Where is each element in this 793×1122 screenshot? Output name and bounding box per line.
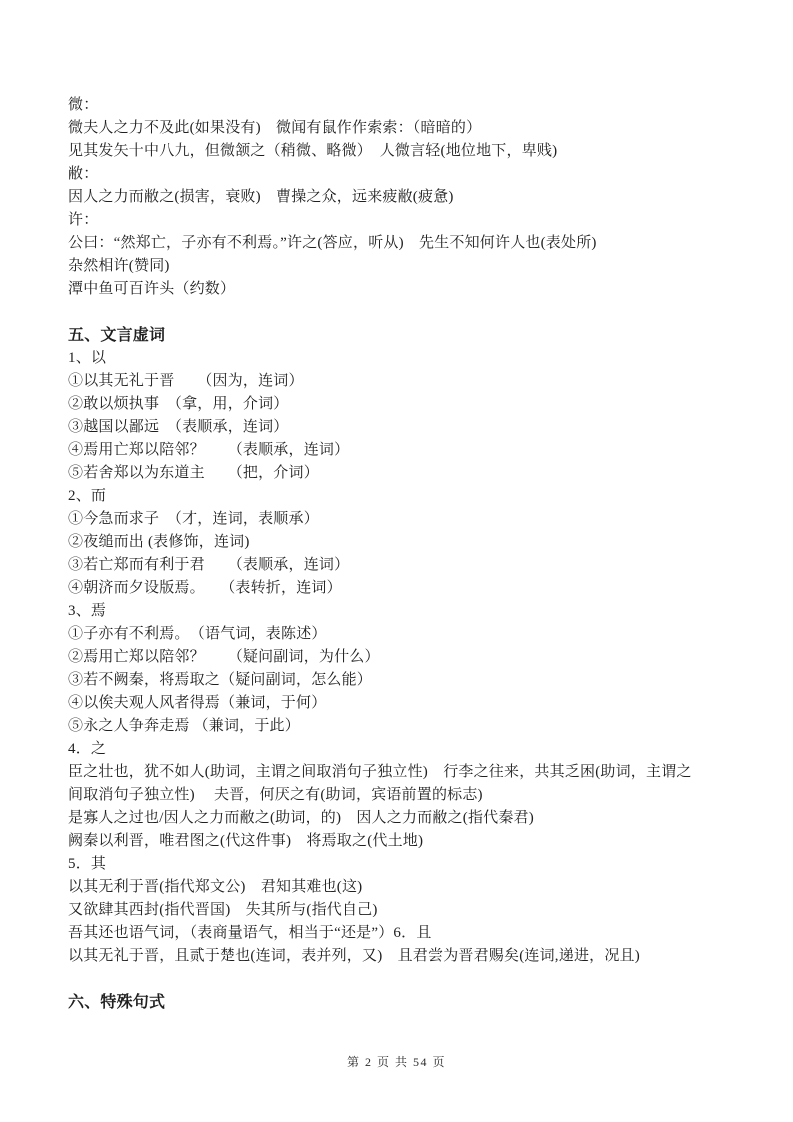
text-line: ④以俟夫观人风者得焉（兼词，于何） xyxy=(68,695,327,711)
text-line: ⑤若舍郑以为东道主 （把，介词） xyxy=(68,465,319,481)
text-line: 臣之壮也，犹不如人(助词，主谓之间取消句子独立性) 行李之往来，共其乏困(助词，主谓之 xyxy=(68,764,692,780)
text-line: ②焉用亡郑以陪邻？ （疑问副词，为什么） xyxy=(68,649,380,665)
text-line: ①子亦有不利焉。 （语气词，表陈述） xyxy=(68,626,327,642)
text-line: 敝： xyxy=(68,166,99,182)
page-footer xyxy=(0,1053,793,1071)
text-line: 4．之 xyxy=(68,741,107,757)
text-line: 1、以 xyxy=(68,350,107,366)
text-line: 见其发矢十中八九，但微颔之（稍微、略微） 人微言轻(地位地下，卑贱) xyxy=(68,143,558,159)
text-line: 2、而 xyxy=(68,488,107,504)
text-line: ③若亡郑而有利于君 （表顺承，连词） xyxy=(68,557,350,573)
text-line: 以其无礼于晋，且贰于楚也(连词，表并列，又) 且君尝为晋君赐矣(连词,递进，况且) xyxy=(68,948,640,964)
text-line: 微： xyxy=(68,97,99,113)
page-number-text: 第 2 页 共 54 页 xyxy=(346,1055,446,1069)
text-line: 许： xyxy=(68,212,99,228)
text-line: 杂然相许(赞同) xyxy=(68,258,170,274)
text-line: ④焉用亡郑以陪邻？ （表顺承，连词） xyxy=(68,442,350,458)
document-body xyxy=(68,94,730,1014)
text-line: 以其无利于晋(指代郑文公) 君知其难也(这) xyxy=(68,879,363,895)
text-line: 公曰：“然郑亡，子亦有不利焉。”许之(答应，听从) 先生不知何许人也(表处所) xyxy=(68,235,597,251)
text-line: ④朝济而夕设版焉。 （表转折，连词） xyxy=(68,580,342,596)
text-line: ③越国以鄙远 （表顺承，连词） xyxy=(68,419,289,435)
text-line: ⑤永之人争奔走焉 （兼词，于此） xyxy=(68,718,300,734)
text-line: 吾其还也语气词，（表商量语气，相当于“还是”）6．且 xyxy=(68,925,432,941)
text-line: 3、焉 xyxy=(68,603,107,619)
text-line: ②敢以烦执事 （拿，用，介词） xyxy=(68,396,289,412)
section-heading: 六、特殊句式 xyxy=(68,994,166,1011)
text-line: 微夫人之力不及此(如果没有) 微闻有鼠作作索索：（暗暗的） xyxy=(68,120,482,136)
blank-line xyxy=(68,968,730,991)
blank-line xyxy=(68,301,730,324)
section-heading: 五、文言虚词 xyxy=(68,327,166,344)
text-line: ③若不阙秦，将焉取之（疑问副词，怎么能） xyxy=(68,672,373,688)
text-line: 又欲肆其西封(指代晋国) 失其所与(指代自己) xyxy=(68,902,378,918)
text-line: ①以其无礼于晋 （因为，连词） xyxy=(68,373,304,389)
text-line: 间取消句子独立性) 夫晋，何厌之有(助词，宾语前置的标志) xyxy=(68,787,483,803)
text-line: 潭中鱼可百许头（约数） xyxy=(68,281,236,297)
text-line: 因人之力而敝之(损害，衰败) 曹操之众，远来疲敝(疲惫) xyxy=(68,189,454,205)
text-line: 5．其 xyxy=(68,856,107,872)
text-line: ②夜缒而出 (表修饰，连词) xyxy=(68,534,250,550)
text-line: 是寡人之过也/因人之力而敝之(助词，的) 因人之力而敝之(指代秦君) xyxy=(68,810,534,826)
text-line: ①今急而求子 （才，连词，表顺承） xyxy=(68,511,319,527)
text-line: 阙秦以利晋，唯君图之(代这件事) 将焉取之(代土地) xyxy=(68,833,424,849)
